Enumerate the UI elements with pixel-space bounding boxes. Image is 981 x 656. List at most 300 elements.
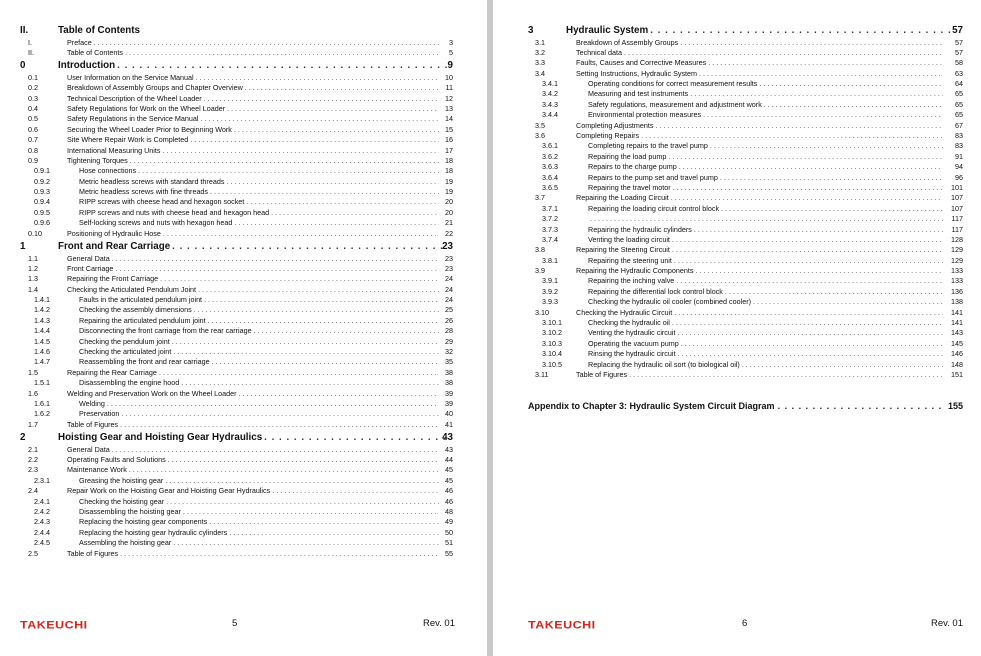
leader-dots xyxy=(129,465,439,475)
section-number: 1.5 xyxy=(28,367,38,377)
toc-row[interactable] xyxy=(493,173,981,183)
toc-row[interactable] xyxy=(493,256,981,266)
section-number: 3.5 xyxy=(535,120,545,130)
page-ref: 16 xyxy=(445,135,453,145)
toc-row[interactable] xyxy=(0,208,487,218)
page-ref: 44 xyxy=(445,455,453,465)
leader-dots xyxy=(672,235,943,245)
section-title: Faults in the articulated pendulum joint xyxy=(79,295,203,305)
section-title-wrap xyxy=(588,287,943,297)
toc-row[interactable] xyxy=(0,156,487,166)
appendix-title: Appendix to Chapter 3: Hydraulic System Circuit Diagram xyxy=(528,401,775,411)
right-page xyxy=(493,0,981,656)
leader-dots xyxy=(676,276,943,286)
section-title: Self-locking screws and nuts with hexagon head xyxy=(79,218,233,228)
page-ref: 3 xyxy=(449,37,453,47)
section-title-wrap xyxy=(67,125,439,135)
section-number: 1.4.5 xyxy=(34,336,50,346)
section-title: Checking the pendulum joint xyxy=(79,336,170,346)
toc-row[interactable] xyxy=(0,166,487,176)
page-ref: 141 xyxy=(951,318,963,328)
section-number: 2.4 xyxy=(28,486,38,496)
toc-row[interactable] xyxy=(493,48,981,58)
toc-row[interactable] xyxy=(0,409,487,419)
toc-row[interactable] xyxy=(0,507,487,517)
section-number: 3.11 xyxy=(535,370,549,379)
section-number: 1.7 xyxy=(28,419,38,429)
leader-dots xyxy=(172,337,439,347)
page-ref: 91 xyxy=(955,151,963,161)
leader-dots xyxy=(163,229,439,239)
section-title-wrap xyxy=(588,89,943,99)
section-title-wrap xyxy=(67,48,439,58)
page-ref: 38 xyxy=(445,367,453,377)
section-number: 3.7.1 xyxy=(542,203,558,213)
toc-row[interactable] xyxy=(0,455,487,465)
section-number: 3.10.2 xyxy=(542,328,562,338)
page-ref: 24 xyxy=(445,274,453,284)
section-title: Repairing the Front Carriage xyxy=(67,274,159,284)
section-title-wrap xyxy=(79,305,439,315)
section-number: 3.6 xyxy=(535,131,545,141)
toc-row[interactable] xyxy=(0,73,487,83)
page-ref: 14 xyxy=(445,114,453,124)
right-toc-list xyxy=(493,24,981,380)
section-title: Checking the hydraulic oil cooler (combined cooler) xyxy=(588,297,751,307)
toc-row[interactable] xyxy=(0,295,487,305)
section-title: Operating Faults and Solutions xyxy=(67,455,166,465)
page-ref: 138 xyxy=(951,297,963,307)
leader-dots xyxy=(125,48,439,58)
toc-row[interactable] xyxy=(493,287,981,297)
toc-row[interactable] xyxy=(493,183,981,193)
section-title: Repairing the Hydraulic Components xyxy=(576,266,694,276)
toc-row[interactable] xyxy=(0,146,487,156)
section-title: Repairing the articulated pendulum joint xyxy=(79,315,206,325)
toc-row[interactable] xyxy=(493,141,981,151)
page-ref: 129 xyxy=(951,255,963,265)
appendix-page: 155 xyxy=(947,401,963,411)
toc-row[interactable] xyxy=(0,420,487,430)
section-title: Reassembling the front and rear carriage xyxy=(79,357,210,367)
section-title-wrap xyxy=(79,177,439,187)
page-ref: 19 xyxy=(445,176,453,186)
toc-row[interactable] xyxy=(0,114,487,124)
page-ref: 67 xyxy=(955,120,963,130)
leader-dots xyxy=(107,399,439,409)
toc-row[interactable] xyxy=(493,152,981,162)
section-title-wrap xyxy=(67,94,439,104)
page-number: 6 xyxy=(742,618,748,629)
section-number: 0.9 xyxy=(28,155,38,165)
toc-row[interactable] xyxy=(493,370,981,380)
leader-dots xyxy=(163,146,440,156)
section-number: 3.4 xyxy=(535,68,545,78)
toc-row[interactable] xyxy=(0,368,487,378)
section-title-wrap xyxy=(588,328,943,338)
section-title-wrap xyxy=(79,187,439,197)
section-number: 0.7 xyxy=(28,135,38,145)
section-title-wrap xyxy=(588,152,943,162)
toc-row[interactable] xyxy=(0,197,487,207)
page-ref: 64 xyxy=(955,79,963,89)
section-title-wrap xyxy=(67,156,439,166)
section-title-wrap xyxy=(79,476,439,486)
leader-dots xyxy=(190,135,439,145)
takeuchi-logo: TAKEUCHI xyxy=(528,619,596,631)
section-title: Venting the hydraulic circuit xyxy=(588,328,676,338)
section-number: 1.1 xyxy=(28,253,38,263)
section-title: Repairing the Rear Carriage xyxy=(67,367,157,377)
page-ref: 29 xyxy=(445,336,453,346)
section-title: Repairing the steering unit xyxy=(588,255,672,265)
toc-row[interactable] xyxy=(0,399,487,409)
toc-row[interactable] xyxy=(0,316,487,326)
leader-dots xyxy=(172,240,447,254)
page-ref: 15 xyxy=(445,124,453,134)
toc-chapter-row[interactable] xyxy=(493,24,981,38)
section-number: 3.6.2 xyxy=(542,151,558,161)
toc-row[interactable] xyxy=(0,229,487,239)
section-number: 1.2 xyxy=(28,263,38,273)
section-number: 1.5.1 xyxy=(34,378,50,388)
toc-chapter-row[interactable] xyxy=(0,240,487,254)
page-ref: 145 xyxy=(951,338,963,348)
section-number: 2.4.2 xyxy=(34,507,50,517)
toc-row[interactable] xyxy=(0,125,487,135)
section-number: 3.8.1 xyxy=(542,255,558,265)
page-ref: 12 xyxy=(445,93,453,103)
toc-row[interactable] xyxy=(0,104,487,114)
toc-row[interactable] xyxy=(0,497,487,507)
section-title-wrap xyxy=(67,114,439,124)
toc-row[interactable] xyxy=(493,276,981,286)
leader-dots xyxy=(234,125,439,135)
leader-dots xyxy=(720,173,943,183)
leader-dots xyxy=(678,328,944,338)
leader-dots xyxy=(196,73,439,83)
section-title: Table of Figures xyxy=(67,548,119,558)
toc-row[interactable] xyxy=(493,121,981,131)
page-ref: 43 xyxy=(445,444,453,454)
left-footer xyxy=(0,616,487,636)
section-title: Technical Description of the Wheel Loader xyxy=(67,93,202,103)
leader-dots xyxy=(173,347,439,357)
leader-dots xyxy=(679,162,943,172)
section-title: Completing Adjustments xyxy=(576,120,654,130)
section-title: Disassembling the hoisting gear xyxy=(79,507,181,517)
toc-row[interactable] xyxy=(0,94,487,104)
section-title-wrap xyxy=(67,104,439,114)
leader-dots xyxy=(212,357,439,367)
leader-dots xyxy=(721,204,943,214)
section-title: Breakdown of Assembly Groups and Chapter Overview xyxy=(67,83,243,93)
section-title: General Data xyxy=(67,253,110,263)
section-number: 3.4.1 xyxy=(542,79,558,89)
section-title-wrap xyxy=(576,370,943,380)
toc-row[interactable] xyxy=(493,245,981,255)
section-title: Securing the Wheel Loader Prior to Beginning Work xyxy=(67,124,232,134)
toc-chapter-row[interactable] xyxy=(0,59,487,73)
toc-row[interactable] xyxy=(493,69,981,79)
leader-dots xyxy=(590,214,943,224)
toc-row[interactable] xyxy=(493,266,981,276)
section-number: 2.1 xyxy=(28,444,38,454)
toc-chapter-row[interactable] xyxy=(0,24,487,38)
page-ref: 10 xyxy=(445,72,453,82)
toc-row[interactable] xyxy=(493,339,981,349)
section-number: 1.3 xyxy=(28,274,38,284)
section-title-wrap xyxy=(576,266,943,276)
leader-dots xyxy=(130,156,439,166)
toc-row[interactable] xyxy=(0,347,487,357)
section-number: 3.10.5 xyxy=(542,359,562,369)
section-title-wrap xyxy=(58,59,447,73)
toc-row[interactable] xyxy=(0,135,487,145)
section-number: 3.9 xyxy=(535,266,545,276)
page-ref: 18 xyxy=(445,166,453,176)
leader-dots xyxy=(183,507,439,517)
toc-row[interactable] xyxy=(0,285,487,295)
left-page xyxy=(0,0,487,656)
section-number: 0.10 xyxy=(28,228,42,238)
section-title: Rinsing the hydraulic circuit xyxy=(588,349,676,359)
leader-dots xyxy=(656,121,943,131)
leader-dots xyxy=(695,266,943,276)
section-title: Repairing the travel motor xyxy=(588,182,671,192)
page-ref: 65 xyxy=(955,110,963,120)
section-title: Checking the hydraulic oil xyxy=(588,318,670,328)
leader-dots xyxy=(209,517,439,527)
section-number: 3.7.3 xyxy=(542,224,558,234)
section-title-wrap xyxy=(67,389,439,399)
leader-dots xyxy=(650,24,951,38)
leader-dots xyxy=(672,318,943,328)
section-title-wrap xyxy=(79,326,439,336)
section-number: 0.9.6 xyxy=(34,218,50,228)
leader-dots xyxy=(254,326,439,336)
leader-dots xyxy=(690,89,943,99)
toc-row[interactable] xyxy=(0,517,487,527)
page-ref: 128 xyxy=(951,234,963,244)
page-ref: 40 xyxy=(445,409,453,419)
section-title: Repairing the inching valve xyxy=(588,276,675,286)
toc-row[interactable] xyxy=(0,378,487,388)
section-number: 3.10.1 xyxy=(542,318,562,328)
leader-dots xyxy=(778,401,946,414)
section-title: Replacing the hoisting gear hydraulic cylinders xyxy=(79,527,228,537)
leader-dots xyxy=(271,208,439,218)
section-title-wrap xyxy=(67,38,439,48)
toc-row[interactable] xyxy=(0,177,487,187)
section-title: Site Where Repair Work is Completed xyxy=(67,135,189,145)
leader-dots xyxy=(671,193,943,203)
section-title-wrap xyxy=(588,162,943,172)
toc-row[interactable] xyxy=(0,83,487,93)
toc-row[interactable] xyxy=(493,235,981,245)
toc-row[interactable] xyxy=(493,214,981,224)
section-title-wrap xyxy=(588,225,943,235)
leader-dots xyxy=(742,360,943,370)
section-title-wrap xyxy=(67,420,439,430)
section-title-wrap xyxy=(67,465,439,475)
toc-row[interactable] xyxy=(493,193,981,203)
leader-dots xyxy=(759,79,943,89)
toc-row[interactable] xyxy=(0,528,487,538)
section-title-wrap xyxy=(79,378,439,388)
toc-row[interactable] xyxy=(493,100,981,110)
section-number: 3.7.4 xyxy=(542,234,558,244)
toc-row[interactable] xyxy=(493,308,981,318)
section-title: Maintenance Work xyxy=(67,465,127,475)
leader-dots xyxy=(678,349,944,359)
section-title: Welding xyxy=(79,399,105,408)
toc-row[interactable] xyxy=(493,79,981,89)
toc-row[interactable] xyxy=(493,58,981,68)
section-title-wrap xyxy=(588,318,943,328)
leader-dots xyxy=(115,264,439,274)
section-title-wrap xyxy=(67,73,439,83)
section-number: 3.6.1 xyxy=(542,141,558,151)
section-title: Hydraulic System xyxy=(566,25,649,36)
toc-row[interactable] xyxy=(0,337,487,347)
page-ref: 23 xyxy=(442,241,453,253)
page-ref: 136 xyxy=(951,286,963,296)
page-ref: 46 xyxy=(445,496,453,506)
toc-row[interactable] xyxy=(493,349,981,359)
section-title: Venting the loading circuit xyxy=(588,234,670,244)
section-title: Front and Rear Carriage xyxy=(58,241,171,253)
section-number: 1.4.2 xyxy=(34,305,50,315)
toc-row[interactable] xyxy=(493,360,981,370)
section-number: 0.9.1 xyxy=(34,166,50,176)
section-title: Breakdown of Assembly Groups xyxy=(576,37,679,47)
section-number: 3.10 xyxy=(535,307,549,317)
section-number: 1.4.1 xyxy=(34,295,50,305)
toc-row[interactable] xyxy=(493,225,981,235)
section-title-wrap xyxy=(79,507,439,517)
toc-row[interactable] xyxy=(493,38,981,48)
toc-row[interactable] xyxy=(493,162,981,172)
page-ref: 45 xyxy=(445,465,453,475)
toc-row[interactable] xyxy=(493,110,981,120)
toc-row[interactable] xyxy=(0,305,487,315)
leader-dots xyxy=(680,38,943,48)
page-ref: 83 xyxy=(955,131,963,141)
section-title: Measuring and test instruments xyxy=(588,89,689,99)
section-title: Replacing the hydraulic oil sort (to biological oil) xyxy=(588,359,740,369)
section-title-wrap xyxy=(58,240,447,254)
page-ref: 46 xyxy=(445,486,453,496)
section-title-wrap xyxy=(588,204,943,214)
section-title: Metric headless screws with standard threads xyxy=(79,176,225,186)
toc-row[interactable] xyxy=(493,297,981,307)
section-title-wrap xyxy=(79,208,439,218)
section-title-wrap xyxy=(67,486,439,496)
section-title: User Information on the Service Manual xyxy=(67,72,194,82)
section-title: RIPP screws and nuts with cheese head and hexagon head xyxy=(79,207,270,217)
section-title-wrap xyxy=(588,110,943,120)
section-number: 3.6.5 xyxy=(542,182,558,192)
toc-row[interactable] xyxy=(0,48,487,58)
toc-row[interactable] xyxy=(0,476,487,486)
section-number: 1.6.2 xyxy=(34,409,50,419)
section-title-wrap xyxy=(588,173,943,183)
page-ref: 63 xyxy=(955,68,963,78)
section-title-wrap xyxy=(79,347,439,357)
page-ref: 9 xyxy=(447,60,453,72)
toc-row[interactable] xyxy=(0,264,487,274)
section-title-wrap xyxy=(67,285,439,295)
page-ref: 146 xyxy=(951,349,963,359)
section-number: 0.1 xyxy=(28,72,38,82)
page-ref: 117 xyxy=(951,214,963,224)
toc-row[interactable] xyxy=(0,389,487,399)
section-number: 1.6 xyxy=(28,388,38,398)
toc-row[interactable] xyxy=(0,326,487,336)
section-title-wrap xyxy=(588,297,943,307)
page-ref: 43 xyxy=(442,432,453,444)
toc-row[interactable] xyxy=(0,274,487,284)
toc-row[interactable] xyxy=(493,131,981,141)
page-ref: 83 xyxy=(955,141,963,151)
section-number: 1.4 xyxy=(28,284,38,294)
toc-row[interactable] xyxy=(493,318,981,328)
section-title: Repairs to the charge pump xyxy=(588,162,677,172)
toc-row[interactable] xyxy=(0,538,487,548)
toc-row[interactable] xyxy=(493,204,981,214)
section-title: Repair Work on the Hoisting Gear and Hoisting Gear Hydraulics xyxy=(67,486,271,496)
page-ref: 41 xyxy=(445,419,453,429)
toc-row[interactable] xyxy=(0,465,487,475)
toc-chapter-row[interactable] xyxy=(0,431,487,445)
page-ref: 21 xyxy=(445,218,453,228)
page-ref: 133 xyxy=(951,266,963,276)
leader-dots xyxy=(121,409,439,419)
section-title-wrap xyxy=(58,431,447,445)
section-title-wrap xyxy=(576,308,943,318)
toc-row[interactable] xyxy=(0,445,487,455)
section-number: 3 xyxy=(528,25,534,36)
section-number: 0.5 xyxy=(28,114,38,124)
toc-row[interactable] xyxy=(0,38,487,48)
toc-row[interactable] xyxy=(0,357,487,367)
section-title-wrap xyxy=(588,256,943,266)
section-number: 2.2 xyxy=(28,455,38,465)
section-number: 0.4 xyxy=(28,103,38,113)
appendix-entry[interactable] xyxy=(528,401,963,414)
section-number: 0.2 xyxy=(28,83,38,93)
toc-row[interactable] xyxy=(0,254,487,264)
section-title: Repairing the hydraulic cylinders xyxy=(588,224,692,234)
toc-row[interactable] xyxy=(493,328,981,338)
section-title-wrap xyxy=(67,274,439,284)
section-title: Repairing the loading circuit control block xyxy=(588,203,720,213)
toc-row[interactable] xyxy=(0,486,487,496)
leader-dots xyxy=(204,94,439,104)
section-number: 3.9.1 xyxy=(542,276,558,286)
toc-row[interactable] xyxy=(0,549,487,559)
leader-dots xyxy=(239,389,439,399)
toc-row[interactable] xyxy=(0,187,487,197)
section-title-wrap xyxy=(576,193,943,203)
section-title-wrap xyxy=(79,399,439,409)
toc-row[interactable] xyxy=(493,89,981,99)
section-title: Table of Contents xyxy=(58,25,141,36)
section-title-wrap xyxy=(576,48,943,58)
toc-row[interactable] xyxy=(0,218,487,228)
leader-dots xyxy=(138,166,439,176)
